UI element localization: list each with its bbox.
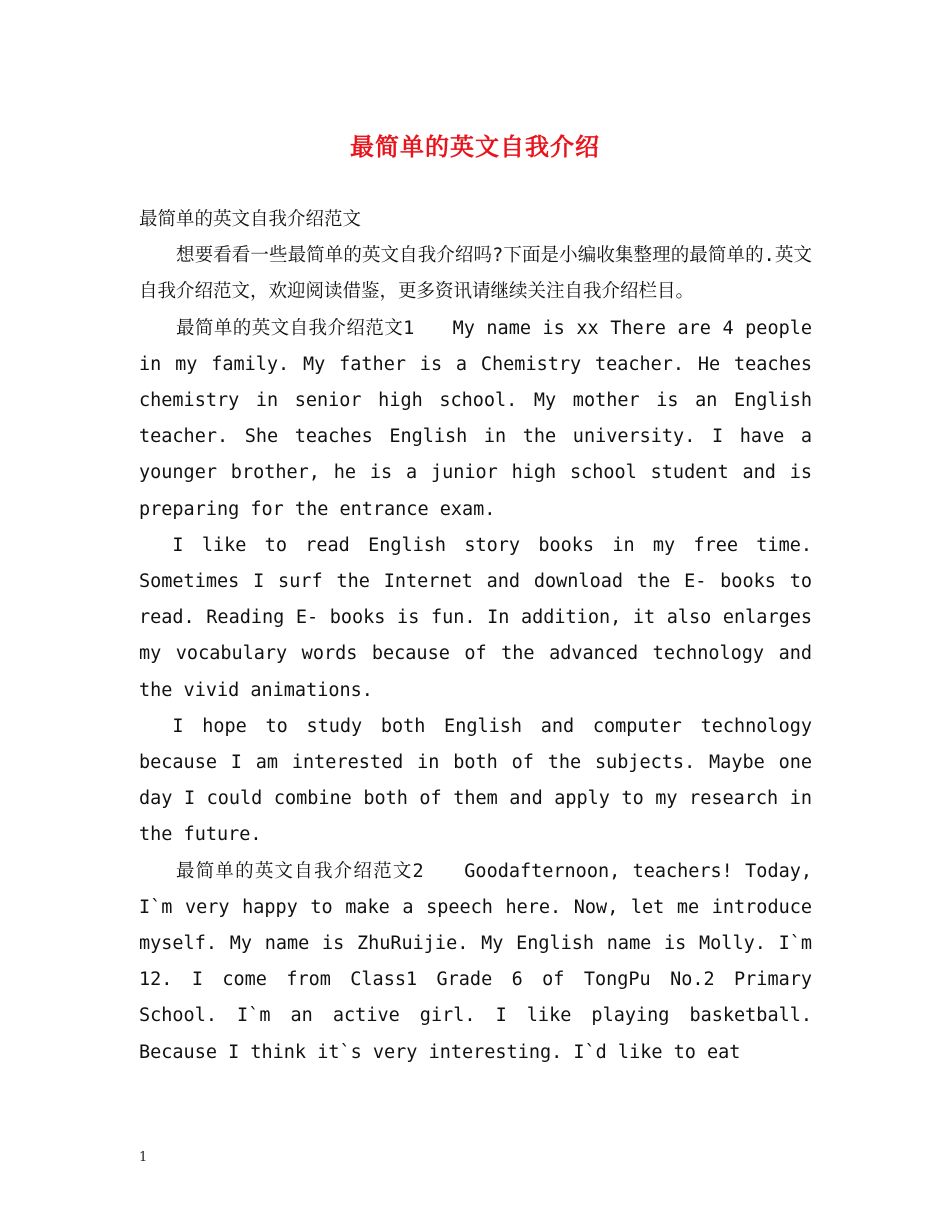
page-number: 1 (139, 1150, 148, 1165)
document-body (139, 202, 812, 1071)
intro-paragraph: 想要看看一些最简单的英文自我介绍吗?下面是小编收集整理的最简单的.英文自我介绍范文，欢迎阅读借鉴，更多资讯请继续关注自我介绍栏目。 (139, 245, 812, 303)
document-subtitle: 最简单的英文自我介绍范文 (139, 209, 362, 230)
sample-2-paragraph-1: 最简单的英文自我介绍范文2 Goodafternoon, teachers! Today, I`m very happy to make a speech here. Now, let me introduce myself. My name is ZhuRuijie. My English name is Molly. I`m 12. I come from Class1 Grade 6 of TongPu No.2 Primary School. I`m an active girl. I like playing basketball. Because I think it`s very interesting. I`d like to eat (139, 860, 812, 1063)
sample-1-paragraph-3: I hope to study both English and computer technology because I am interested in both of the subjects. Maybe one day I could combine both of them and apply to my research in the future. (139, 715, 812, 846)
document-title: 最简单的英文自我介绍 (350, 132, 600, 161)
sample-1-paragraph-2: I like to read English story books in my free time. Sometimes I surf the Internet and download the E- books to read. Reading E- books is fun. In addition, it also enlarges my vocabulary words because of the advanced technology and the vivid animations. (139, 534, 812, 701)
sample-1-paragraph-1: 最简单的英文自我介绍范文1 My name is xx There are 4 people in my family. My father is a Chemistry teacher. He teaches chemistry in senior high school. My mother is an English teacher. She teaches English in the university. I have a younger brother, he is a junior high school student and is preparing for the entrance exam. (139, 317, 812, 520)
